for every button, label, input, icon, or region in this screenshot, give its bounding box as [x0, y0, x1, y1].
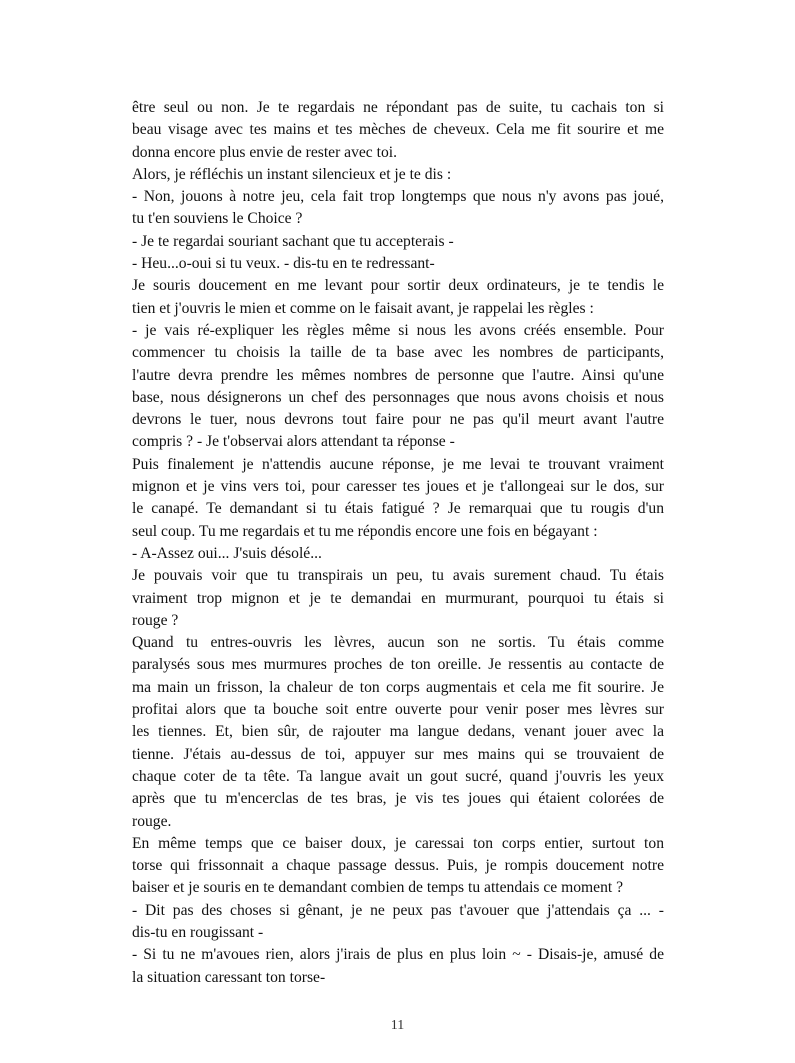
text-line: l'autre devra prendre les mêmes nombres de personne que l'autre. Ainsi qu'une: [132, 366, 664, 384]
text-line: tien et j'ouvris le mien et comme on le faisait avant, je rappelai les règles :: [132, 299, 594, 317]
text-line: devrons le tuer, nous devrons tout faire pour ne pas qu'il meurt avant l'autre: [132, 411, 664, 429]
text-line: En même temps que ce baiser doux, je caressai ton corps entier, surtout ton: [132, 834, 664, 852]
text-line: - Je te regardai souriant sachant que tu accepterais -: [132, 232, 454, 250]
text-line: mignon et je vins vers toi, pour caresser tes joues et je t'allongeai sur le dos, sur: [132, 478, 664, 496]
text-line: vraiment trop mignon et je te demandai en murmurant, pourquoi tu étais si: [132, 589, 664, 607]
text-line: après que tu m'encerclas de tes bras, je vis tes joues qui étaient colorées de: [132, 790, 664, 808]
text-line: tu t'en souviens le Choice ?: [132, 210, 303, 228]
text-line: Puis finalement je n'attendis aucune réponse, je me levai te trouvant vraiment: [132, 455, 664, 473]
text-line: rouge ?: [132, 611, 179, 629]
text-line: chaque coter de ta tête. Ta langue avait un gout sucré, quand j'ouvris les yeux: [132, 767, 664, 785]
text-line: compris ? - Je t'observai alors attendant ta réponse -: [132, 433, 455, 451]
page-body: [132, 97, 664, 989]
text-line: les tiennes. Et, bien sûr, de rajouter ma langue dedans, venant jouer avec la: [132, 723, 664, 741]
text-line: commencer tu choisis la taille de ta base avec les nombres de participants,: [132, 344, 664, 362]
text-line: seul coup. Tu me regardais et tu me répondis encore une fois en bégayant :: [132, 522, 598, 540]
text-line: tienne. J'étais au-dessus de toi, appuyer sur mes mains qui se trouvaient de: [132, 745, 664, 763]
text-line: dis-tu en rougissant -: [132, 923, 264, 941]
text-line: Alors, je réfléchis un instant silencieux et je te dis :: [132, 165, 452, 183]
text-line: donna encore plus envie de rester avec toi.: [132, 143, 397, 161]
text-line: - je vais ré-expliquer les règles même si nous les avons créés ensemble. Pour: [132, 321, 664, 339]
text-line: torse qui frissonnait a chaque passage dessus. Puis, je rompis doucement notre: [132, 857, 664, 875]
text-line: ma main un frisson, la chaleur de ton corps augmentais et cela me fit sourire. Je: [132, 678, 664, 696]
text-line: - Si tu ne m'avoues rien, alors j'irais de plus en plus loin ~ - Disais-je, amusé de: [132, 946, 664, 964]
text-line: Je pouvais voir que tu transpirais un peu, tu avais surement chaud. Tu étais: [132, 567, 664, 585]
text-line: - Non, jouons à notre jeu, cela fait trop longtemps que nous n'y avons pas joué,: [132, 188, 664, 206]
text-line: base, nous désignerons un chef des personnages que nous avons choisis et nous: [132, 388, 664, 406]
text-line: paralysés sous mes murmures proches de ton oreille. Je ressentis au contacte de: [132, 656, 664, 674]
text-line: le canapé. Te demandant si tu étais fatigué ? Je remarquai que tu rougis d'un: [132, 500, 664, 518]
text-line: Quand tu entres-ouvris les lèvres, aucun son ne sortis. Tu étais comme: [132, 634, 664, 652]
text-line: - Dit pas des choses si gênant, je ne peux pas t'avouer que j'attendais ça ... -: [132, 901, 664, 919]
page-number: 11: [390, 1018, 405, 1033]
text-line: - A-Assez oui... J'suis désolé...: [132, 544, 322, 562]
text-line: beau visage avec tes mains et tes mèches de cheveux. Cela me fit sourire et me: [132, 121, 664, 139]
text-line: baiser et je souris en te demandant combien de temps tu attendais ce moment ?: [132, 879, 624, 897]
text-line: être seul ou non. Je te regardais ne répondant pas de suite, tu cachais ton si: [132, 99, 664, 116]
text-line: la situation caressant ton torse-: [132, 968, 326, 986]
text-line: profitai alors que ta bouche soit entre ouverte pour venir poser mes lèvres sur: [132, 701, 664, 719]
text-line: - Heu...o-oui si tu veux. - dis-tu en te redressant-: [132, 255, 435, 273]
text-line: rouge.: [132, 812, 172, 830]
text-line: Je souris doucement en me levant pour sortir deux ordinateurs, je te tendis le: [132, 277, 664, 295]
